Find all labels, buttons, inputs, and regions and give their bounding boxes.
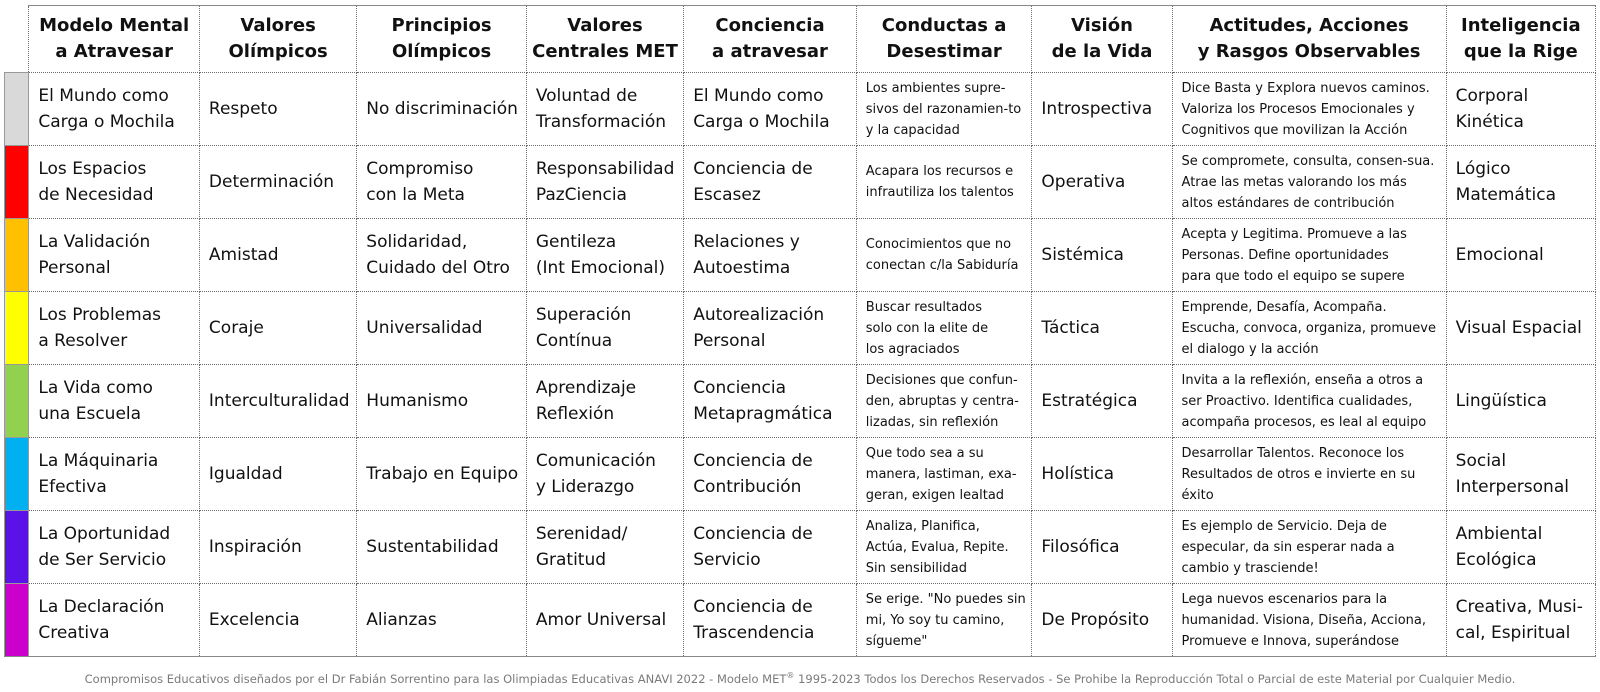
cell-modelo-mental: El Mundo como Carga o Mochila — [29, 73, 200, 146]
color-swatch — [5, 219, 28, 291]
cell-modelo-mental: Los Espacios de Necesidad — [29, 146, 200, 219]
cell-principio-olimpico: Humanismo — [357, 365, 527, 438]
cell-modelo-mental: La Validación Personal — [29, 219, 200, 292]
cell-inteligencia: Social Interpersonal — [1446, 438, 1595, 511]
cell-valor-olimpico: Coraje — [199, 292, 356, 365]
cell-principio-olimpico: Trabajo en Equipo — [357, 438, 527, 511]
header-row — [5, 6, 1596, 73]
header-actitudes: Actitudes, Acciones y Rasgos Observables — [1172, 6, 1446, 73]
color-band — [5, 438, 29, 511]
color-swatch — [5, 438, 28, 510]
header-vision: Visión de la Vida — [1032, 6, 1172, 73]
header-inteligencia: Inteligencia que la Rige — [1446, 6, 1595, 73]
values-table — [4, 5, 1596, 657]
cell-modelo-mental: La Oportunidad de Ser Servicio — [29, 511, 200, 584]
header-principios-olimpicos: Principios Olímpicos — [357, 6, 527, 73]
header-conductas: Conductas a Desestimar — [856, 6, 1032, 73]
cell-vision: De Propósito — [1032, 584, 1172, 657]
cell-valor-central: Comunicación y Liderazgo — [526, 438, 683, 511]
table-row — [5, 584, 1596, 657]
cell-vision: Sistémica — [1032, 219, 1172, 292]
cell-conducta: Acapara los recursos e infrautiliza los talentos — [856, 146, 1032, 219]
cell-conciencia: Relaciones y Autoestima — [684, 219, 857, 292]
cell-conducta: Los ambientes supre- sivos del razonamien-to y la capacidad — [856, 73, 1032, 146]
cell-valor-central: Superación Contínua — [526, 292, 683, 365]
cell-vision: Operativa — [1032, 146, 1172, 219]
header-blank — [5, 6, 29, 73]
color-swatch — [5, 365, 28, 437]
cell-modelo-mental: Los Problemas a Resolver — [29, 292, 200, 365]
cell-vision: Introspectiva — [1032, 73, 1172, 146]
cell-vision: Estratégica — [1032, 365, 1172, 438]
cell-principio-olimpico: Universalidad — [357, 292, 527, 365]
cell-principio-olimpico: Solidaridad, Cuidado del Otro — [357, 219, 527, 292]
cell-conducta: Decisiones que confun- den, abruptas y centra- lizadas, sin reflexión — [856, 365, 1032, 438]
footer-text-rest: 1995-2023 Todos los Derechos Reservados - Se Prohibe la Reproducción Total o Parcial de este Material por Cualquier Medio. — [794, 671, 1516, 686]
cell-valor-central: Serenidad/ Gratitud — [526, 511, 683, 584]
cell-principio-olimpico: Sustentabilidad — [357, 511, 527, 584]
color-band — [5, 292, 29, 365]
table-row — [5, 292, 1596, 365]
cell-valor-olimpico: Inspiración — [199, 511, 356, 584]
table-row — [5, 219, 1596, 292]
cell-conciencia: Conciencia de Contribución — [684, 438, 857, 511]
cell-actitudes: Lega nuevos escenarios para la humanidad. Visiona, Diseña, Acciona, Promueve e Innova, superándose — [1172, 584, 1446, 657]
cell-actitudes: Dice Basta y Explora nuevos caminos. Valoriza los Procesos Emocionales y Cognitivos que movilizan la Acción — [1172, 73, 1446, 146]
color-band — [5, 219, 29, 292]
cell-principio-olimpico: Compromiso con la Meta — [357, 146, 527, 219]
cell-vision: Holística — [1032, 438, 1172, 511]
color-band — [5, 511, 29, 584]
cell-valor-olimpico: Respeto — [199, 73, 356, 146]
cell-conciencia: El Mundo como Carga o Mochila — [684, 73, 857, 146]
cell-inteligencia: Lógico Matemática — [1446, 146, 1595, 219]
color-swatch — [5, 146, 28, 218]
cell-actitudes: Acepta y Legitima. Promueve a las Personas. Define oportunidades para que todo el equipo se supere — [1172, 219, 1446, 292]
cell-modelo-mental: La Vida como una Escuela — [29, 365, 200, 438]
cell-valor-olimpico: Determinación — [199, 146, 356, 219]
cell-conciencia: Conciencia Metapragmática — [684, 365, 857, 438]
registered-mark: ® — [786, 671, 795, 680]
cell-valor-olimpico: Igualdad — [199, 438, 356, 511]
cell-valor-olimpico: Excelencia — [199, 584, 356, 657]
cell-conducta: Conocimientos que no conectan c/la Sabiduría — [856, 219, 1032, 292]
cell-conducta: Analiza, Planifica, Actúa, Evalua, Repite. Sin sensibilidad — [856, 511, 1032, 584]
color-band — [5, 365, 29, 438]
cell-valor-central: Gentileza (Int Emocional) — [526, 219, 683, 292]
footer-text: Compromisos Educativos diseñados por el Dr Fabián Sorrentino para las Olimpiadas Educativas ANAVI 2022 - Modelo MET — [84, 671, 787, 686]
cell-conciencia: Conciencia de Trascendencia — [684, 584, 857, 657]
color-swatch — [5, 292, 28, 364]
table-row — [5, 146, 1596, 219]
cell-actitudes: Desarrollar Talentos. Reconoce los Resultados de otros e invierte en su éxito — [1172, 438, 1446, 511]
cell-inteligencia: Visual Espacial — [1446, 292, 1595, 365]
cell-vision: Filosófica — [1032, 511, 1172, 584]
cell-conducta: Que todo sea a su manera, lastiman, exa- geran, exigen lealtad — [856, 438, 1032, 511]
cell-principio-olimpico: No discriminación — [357, 73, 527, 146]
cell-conciencia: Autorealización Personal — [684, 292, 857, 365]
cell-modelo-mental: La Declaración Creativa — [29, 584, 200, 657]
cell-modelo-mental: La Máquinaria Efectiva — [29, 438, 200, 511]
cell-conducta: Buscar resultados solo con la elite de los agraciados — [856, 292, 1032, 365]
cell-inteligencia: Emocional — [1446, 219, 1595, 292]
table-row — [5, 365, 1596, 438]
cell-principio-olimpico: Alianzas — [357, 584, 527, 657]
cell-actitudes: Se compromete, consulta, consen-sua. Atrae las metas valorando los más altos estándares de contribución — [1172, 146, 1446, 219]
table-body — [5, 73, 1596, 657]
cell-valor-central: Responsabilidad PazCiencia — [526, 146, 683, 219]
table-row — [5, 511, 1596, 584]
table-row — [5, 438, 1596, 511]
cell-inteligencia: Ambiental Ecológica — [1446, 511, 1595, 584]
color-swatch — [5, 73, 28, 145]
color-band — [5, 584, 29, 657]
cell-inteligencia: Lingüística — [1446, 365, 1595, 438]
cell-conciencia: Conciencia de Escasez — [684, 146, 857, 219]
color-band — [5, 73, 29, 146]
cell-actitudes: Invita a la reflexión, enseña a otros a ser Proactivo. Identifica cualidades, acompaña procesos, es leal al equipo — [1172, 365, 1446, 438]
cell-conducta: Se erige. "No puedes sin mi, Yo soy tu camino, sígueme" — [856, 584, 1032, 657]
cell-inteligencia: Corporal Kinética — [1446, 73, 1595, 146]
header-valores-olimpicos: Valores Olímpicos — [199, 6, 356, 73]
color-swatch — [5, 511, 28, 583]
footer-copyright — [0, 671, 1600, 686]
cell-actitudes: Emprende, Desafía, Acompaña. Escucha, convoca, organiza, promueve el dialogo y la acción — [1172, 292, 1446, 365]
table-row — [5, 73, 1596, 146]
cell-vision: Táctica — [1032, 292, 1172, 365]
header-valores-centrales: Valores Centrales MET — [526, 6, 683, 73]
header-conciencia: Conciencia a atravesar — [684, 6, 857, 73]
cell-valor-central: Aprendizaje Reflexión — [526, 365, 683, 438]
cell-valor-central: Voluntad de Transformación — [526, 73, 683, 146]
cell-actitudes: Es ejemplo de Servicio. Deja de especular, da sin esperar nada a cambio y trasciende! — [1172, 511, 1446, 584]
cell-inteligencia: Creativa, Musi- cal, Espiritual — [1446, 584, 1595, 657]
color-swatch — [5, 584, 28, 656]
cell-valor-olimpico: Amistad — [199, 219, 356, 292]
header-modelo-mental: Modelo Mental a Atravesar — [29, 6, 200, 73]
color-band — [5, 146, 29, 219]
cell-valor-olimpico: Interculturalidad — [199, 365, 356, 438]
cell-valor-central: Amor Universal — [526, 584, 683, 657]
cell-conciencia: Conciencia de Servicio — [684, 511, 857, 584]
